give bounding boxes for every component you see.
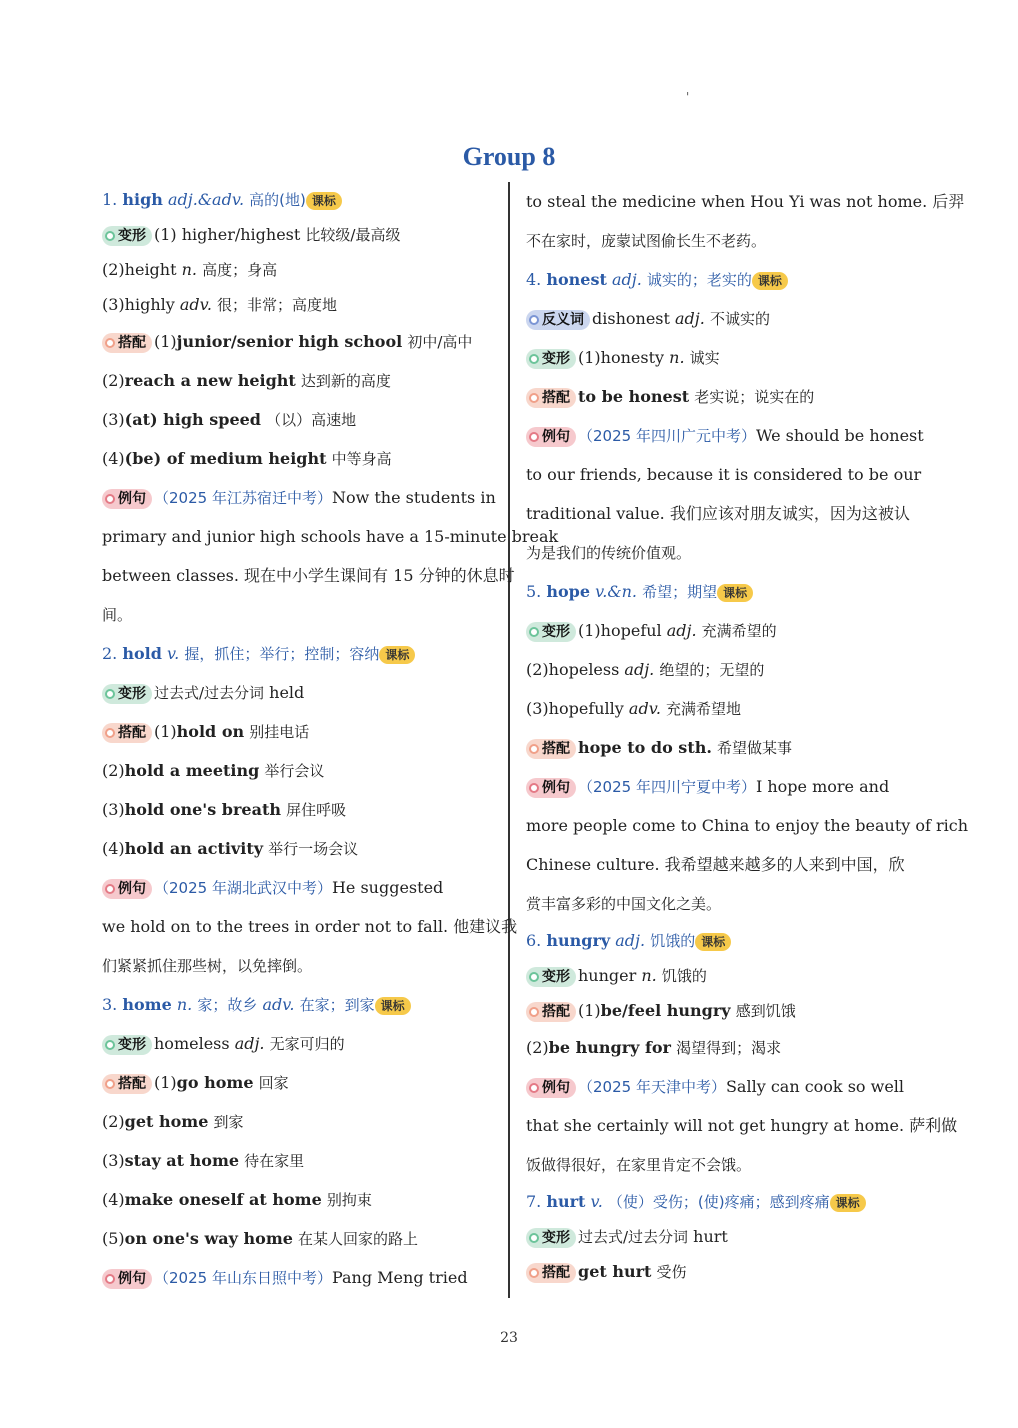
example-tag: 例句 bbox=[102, 489, 152, 509]
circle-icon bbox=[105, 728, 115, 738]
variant-line: (3)highly adv. 很；非常；高度地 bbox=[102, 295, 338, 314]
curriculum-badge: 课标 bbox=[830, 1194, 866, 1212]
circle-icon bbox=[529, 315, 539, 325]
example-line: between classes. 现在中小学生课间有 15 分钟的休息时 bbox=[102, 566, 515, 585]
example-line: 不在家时，庞蒙试图偷长生不老药。 bbox=[526, 232, 767, 250]
example-tag: 例句 bbox=[526, 778, 576, 798]
collocation-tag: 搭配 bbox=[526, 1002, 576, 1022]
circle-icon bbox=[529, 1083, 539, 1093]
curriculum-badge: 课标 bbox=[695, 933, 731, 951]
collocation-line: (3)stay at home 待在家里 bbox=[102, 1151, 305, 1170]
circle-icon bbox=[105, 1274, 115, 1284]
example-line: that she certainly will not get hungry at home. 萨利做 bbox=[526, 1116, 958, 1135]
collocation-tag: 搭配 bbox=[526, 1263, 576, 1283]
curriculum-badge: 课标 bbox=[379, 646, 415, 664]
entry-home-headword: 3. home n. 家；故乡 adv. 在家；到家 课标 bbox=[102, 985, 494, 1024]
example-line: primary and junior high schools have a 15-minute break bbox=[102, 527, 559, 546]
example-line: to steal the medicine when Hou Yi was not home. 后羿 bbox=[526, 192, 965, 211]
variant-line: 变形 homeless adj. 无家可归的 bbox=[102, 1024, 494, 1063]
collocation-line: (4)(be) of medium height 中等身高 bbox=[102, 449, 392, 468]
curriculum-badge: 课标 bbox=[306, 192, 342, 210]
variant-tag: 变形 bbox=[102, 226, 152, 246]
circle-icon bbox=[105, 338, 115, 348]
circle-icon bbox=[105, 689, 115, 699]
example-line: 例句 （2025 年湖北武汉中考）He suggested bbox=[102, 868, 494, 907]
collocation-line: 搭配 to be honest 老实说；说实在的 bbox=[526, 377, 924, 416]
column-divider bbox=[508, 182, 510, 1298]
collocation-line: 搭配 (1)junior/senior high school 初中/高中 bbox=[102, 322, 494, 361]
entry-honest-headword: 4. honest adj. 诚实的；老实的 课标 bbox=[526, 260, 924, 299]
example-line: 饭做得很好，在家里肯定不会饿。 bbox=[526, 1156, 752, 1174]
example-tag: 例句 bbox=[526, 427, 576, 447]
variant-line: 变形 (1) higher/highest 比较级/最高级 bbox=[102, 217, 494, 252]
circle-icon bbox=[529, 1007, 539, 1017]
variant-tag: 变形 bbox=[526, 967, 576, 987]
collocation-line: (4)hold an activity 举行一场会议 bbox=[102, 839, 359, 858]
example-line: to our friends, because it is considered to be our bbox=[526, 465, 922, 484]
circle-icon bbox=[105, 1040, 115, 1050]
circle-icon bbox=[529, 354, 539, 364]
page-mark: ' bbox=[686, 90, 690, 104]
collocation-tag: 搭配 bbox=[526, 739, 576, 759]
page-title: Group 8 bbox=[462, 142, 556, 171]
collocation-line: (2)be hungry for 渴望得到；渴求 bbox=[526, 1038, 782, 1057]
example-line: more people come to China to enjoy the beauty of rich bbox=[526, 816, 969, 835]
collocation-line: (4)make oneself at home 别拘束 bbox=[102, 1190, 372, 1209]
collocation-line: (5)on one's way home 在某人回家的路上 bbox=[102, 1229, 419, 1248]
example-line: 赏丰富多彩的中国文化之美。 bbox=[526, 895, 722, 913]
example-line: 例句 （2025 年四川宁夏中考）I hope more and bbox=[526, 767, 924, 806]
collocation-line: 搭配 hope to do sth. 希望做某事 bbox=[526, 728, 924, 767]
page-number: 23 bbox=[500, 1330, 518, 1346]
curriculum-badge: 课标 bbox=[752, 272, 788, 290]
collocation-line: 搭配 get hurt 受伤 bbox=[526, 1254, 924, 1289]
example-line: 例句 （2025 年四川广元中考）We should be honest bbox=[526, 416, 924, 455]
variant-tag: 变形 bbox=[102, 684, 152, 704]
entry-hungry-headword: 6. hungry adj. 饥饿的 课标 bbox=[526, 923, 924, 958]
entry-number: 1. bbox=[102, 190, 118, 209]
left-column bbox=[102, 182, 559, 1297]
variant-line: (2)hopeless adj. 绝望的；无望的 bbox=[526, 660, 765, 679]
example-line: traditional value. 我们应该对朋友诚实，因为这被认 bbox=[526, 504, 910, 523]
collocation-tag: 搭配 bbox=[526, 388, 576, 408]
collocation-line: 搭配 (1)be/feel hungry 感到饥饿 bbox=[526, 993, 924, 1028]
variant-tag: 变形 bbox=[526, 1228, 576, 1248]
collocation-tag: 搭配 bbox=[102, 723, 152, 743]
circle-icon bbox=[529, 783, 539, 793]
example-line: 间。 bbox=[102, 606, 133, 624]
variant-line: 变形 (1)hopeful adj. 充满希望的 bbox=[526, 611, 924, 650]
example-line: 例句 （2025 年江苏宿迁中考）Now the students in bbox=[102, 478, 494, 517]
collocation-line: (2)hold a meeting 举行会议 bbox=[102, 761, 325, 780]
circle-icon bbox=[105, 1079, 115, 1089]
circle-icon bbox=[529, 393, 539, 403]
example-line: 为是我们的传统价值观。 bbox=[526, 544, 692, 562]
variant-tag: 变形 bbox=[102, 1035, 152, 1055]
example-line: we hold on to the trees in order not to fall. 他建议我 bbox=[102, 917, 518, 936]
antonym-tag: 反义词 bbox=[526, 310, 590, 330]
collocation-line: (3)hold one's breath 屏住呼吸 bbox=[102, 800, 347, 819]
variant-line: (3)hopefully adv. 充满希望地 bbox=[526, 699, 742, 718]
entry-hurt-headword: 7. hurt v. （使）受伤；(使)疼痛；感到疼痛 课标 bbox=[526, 1184, 924, 1219]
circle-icon bbox=[105, 884, 115, 894]
example-tag: 例句 bbox=[526, 1078, 576, 1098]
right-column bbox=[526, 182, 969, 1289]
variant-line: 变形 hunger n. 饥饿的 bbox=[526, 958, 924, 993]
example-tag: 例句 bbox=[102, 1269, 152, 1289]
collocation-line: 搭配 (1)go home 回家 bbox=[102, 1063, 494, 1102]
collocation-line: 搭配 (1)hold on 别挂电话 bbox=[102, 712, 494, 751]
example-line: 们紧紧抓住那些树，以免摔倒。 bbox=[102, 957, 313, 975]
example-line: Chinese culture. 我希望越来越多的人来到中国，欣 bbox=[526, 855, 905, 874]
circle-icon bbox=[529, 744, 539, 754]
headword: high bbox=[122, 190, 163, 209]
variant-tag: 变形 bbox=[526, 622, 576, 642]
example-line: 例句 （2025 年天津中考）Sally can cook so well bbox=[526, 1067, 924, 1106]
circle-icon bbox=[529, 432, 539, 442]
example-tag: 例句 bbox=[102, 879, 152, 899]
circle-icon bbox=[105, 494, 115, 504]
curriculum-badge: 课标 bbox=[375, 997, 411, 1015]
collocation-tag: 搭配 bbox=[102, 333, 152, 353]
variant-tag: 变形 bbox=[526, 349, 576, 369]
collocation-line: (2)get home 到家 bbox=[102, 1112, 244, 1131]
variant-line: 变形 过去式/过去分词 held bbox=[102, 673, 494, 712]
circle-icon bbox=[105, 231, 115, 241]
variant-line: 变形 过去式/过去分词 hurt bbox=[526, 1219, 924, 1254]
variant-line: (2)height n. 高度；身高 bbox=[102, 260, 278, 279]
curriculum-badge: 课标 bbox=[717, 584, 753, 602]
entry-hope-headword: 5. hope v.&n. 希望；期望 课标 bbox=[526, 572, 924, 611]
circle-icon bbox=[529, 627, 539, 637]
part-of-speech: adj.&adv. bbox=[167, 190, 245, 209]
collocation-line: (2)reach a new height 达到新的高度 bbox=[102, 371, 391, 390]
definition: 高的(地) bbox=[249, 191, 306, 209]
circle-icon bbox=[529, 1233, 539, 1243]
circle-icon bbox=[529, 1268, 539, 1278]
entry-high-headword bbox=[102, 182, 494, 217]
circle-icon bbox=[529, 972, 539, 982]
entry-hold-headword: 2. hold v. 握，抓住；举行；控制；容纳 课标 bbox=[102, 634, 494, 673]
example-line: 例句 （2025 年山东日照中考）Pang Meng tried bbox=[102, 1258, 494, 1297]
antonym-line: 反义词 dishonest adj. 不诚实的 bbox=[526, 299, 924, 338]
variant-line: 变形 (1)honesty n. 诚实 bbox=[526, 338, 924, 377]
collocation-tag: 搭配 bbox=[102, 1074, 152, 1094]
collocation-line: (3)(at) high speed （以）高速地 bbox=[102, 410, 357, 429]
